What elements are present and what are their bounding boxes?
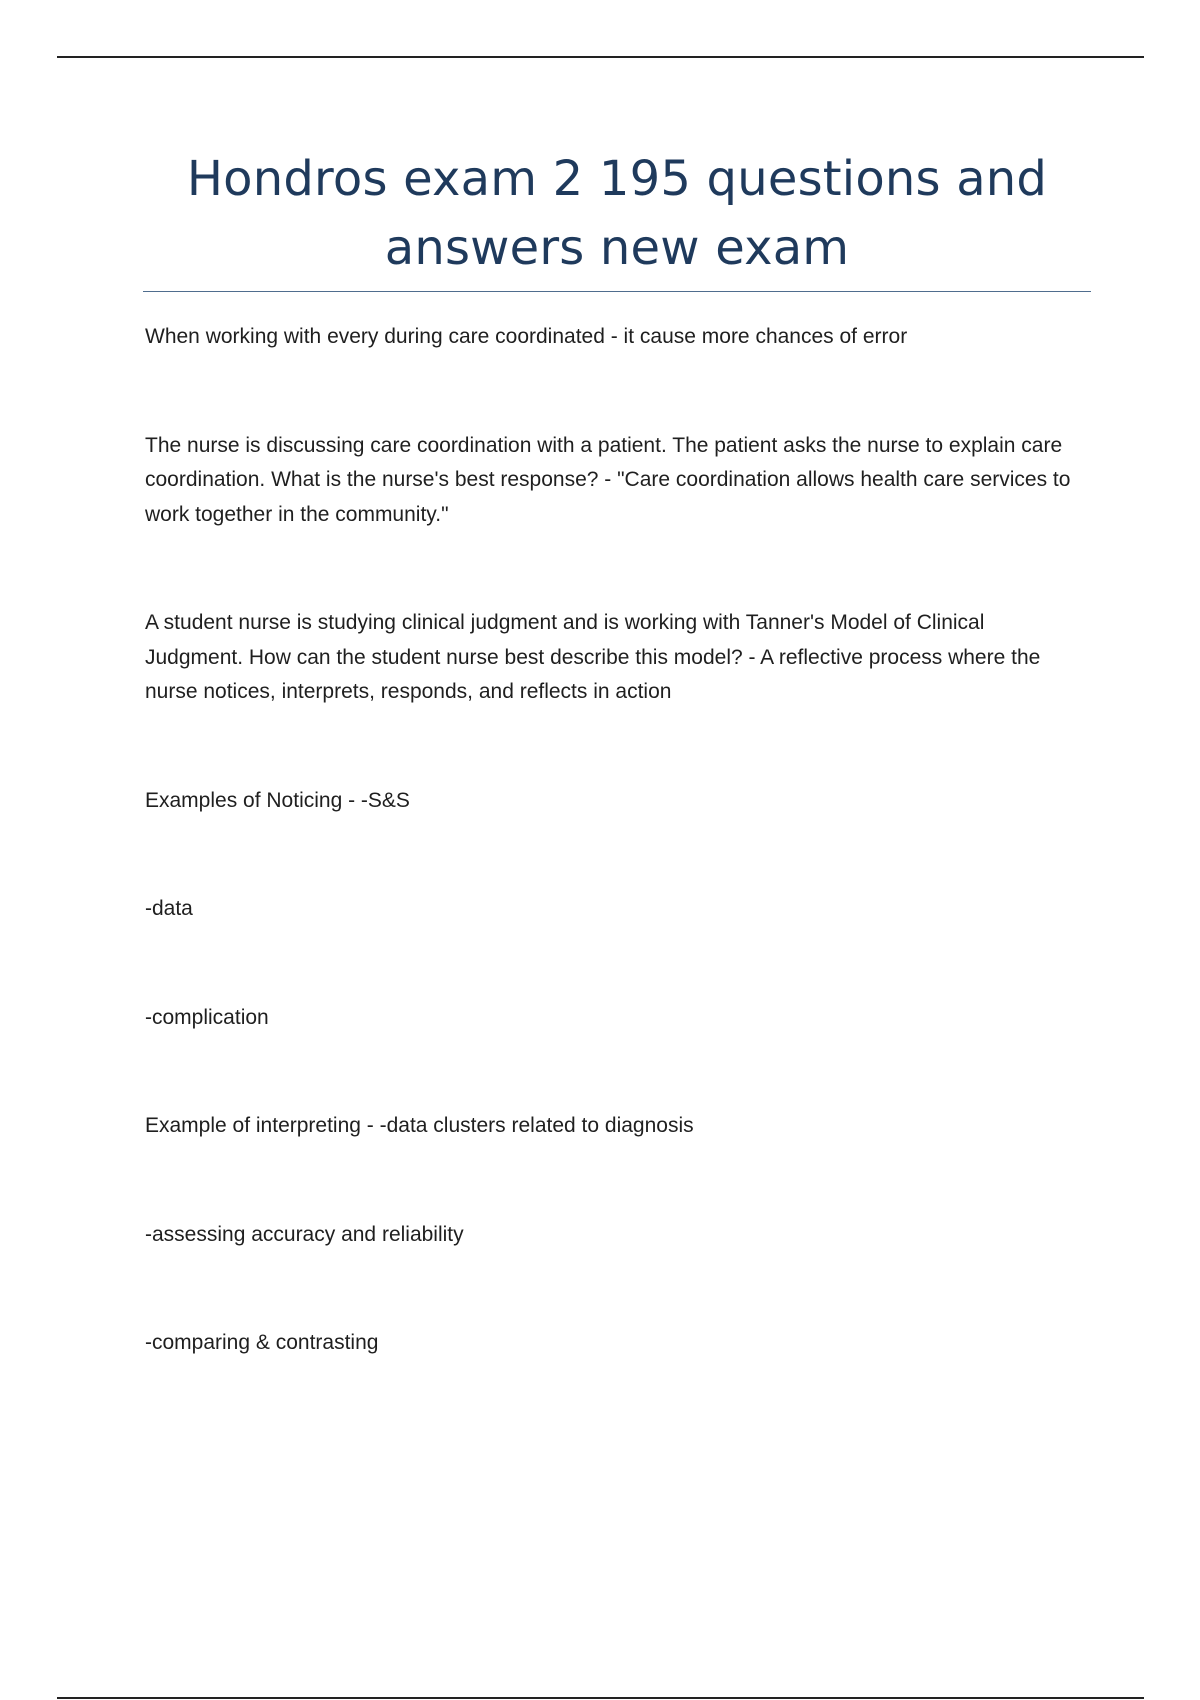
qa-entry-1: When working with every during care coordinated - it cause more chances of error [145,325,908,348]
qa-entry-7: Example of interpreting - -data clusters related to diagnosis [145,1114,694,1137]
qa-entry-5: -data [145,897,193,920]
qa-entry-6: -complication [145,1005,269,1029]
qa-entry-2: The nurse is discussing care coordination with a patient. The patient asks the nurse to explain care coordination. What is the nurse's best response? - "Care coordination allows health care services to work together in the community." [145,433,1071,526]
qa-entry-9: -comparing & contrasting [145,1331,379,1354]
title-underline [143,291,1091,292]
qa-entry-4: Examples of Noticing - -S&S [145,788,410,812]
page-bottom-rule [57,1697,1144,1699]
document-body [145,320,1075,1435]
page-top-rule [57,56,1144,58]
qa-entry-3: A student nurse is studying clinical judgment and is working with Tanner's Model of Clinical Judgment. How can the student nurse best describe this model? - A reflective process where the nurse notices, interprets, responds, and reflects in action [145,611,1041,703]
qa-entry-8: -assessing accuracy and reliability [145,1222,464,1246]
document-title: Hondros exam 2 195 questions and answers new exam [186,151,1048,276]
